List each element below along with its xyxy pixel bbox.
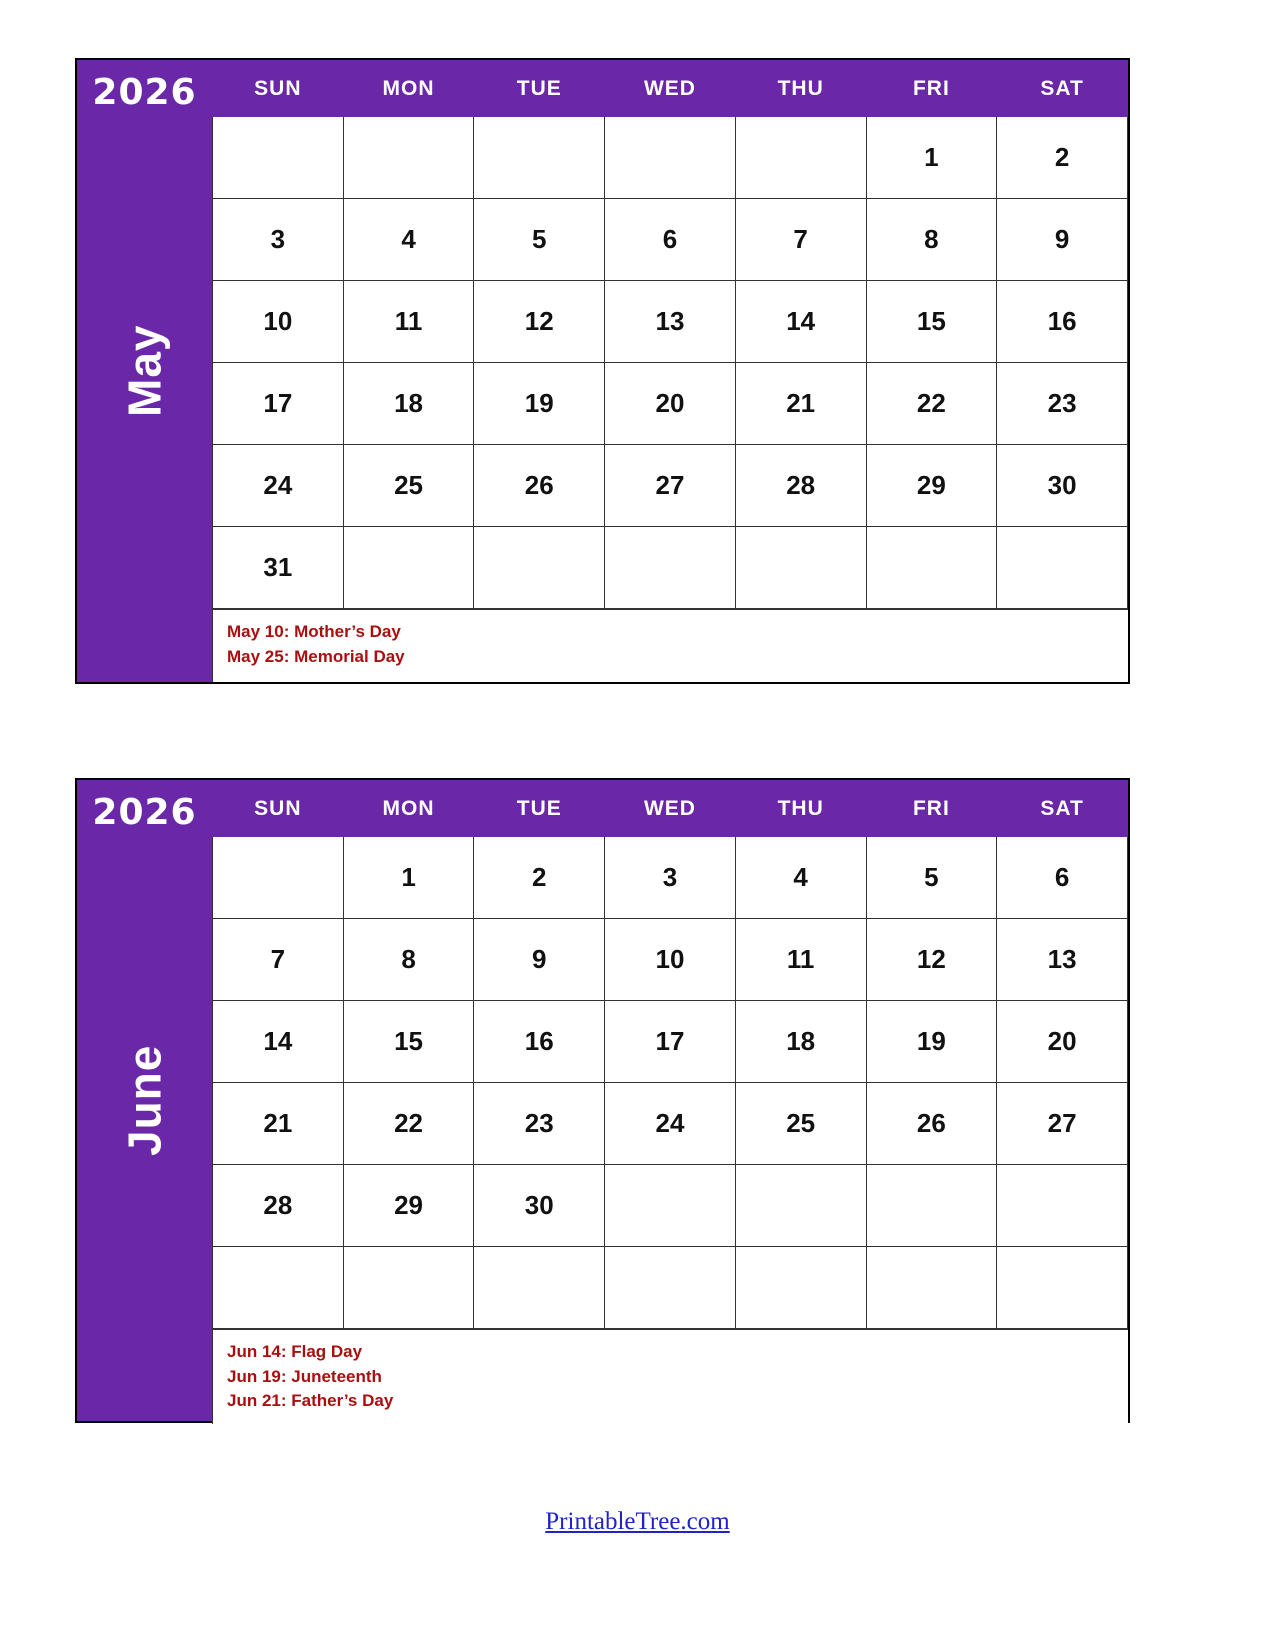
day-cell[interactable]: 30	[474, 1165, 605, 1247]
calendar-grid-may	[212, 60, 1128, 682]
day-cell[interactable]: 1	[866, 117, 997, 199]
day-cell[interactable]: 3	[213, 199, 344, 281]
day-cell[interactable]: 5	[866, 837, 997, 919]
month-label-june: June	[118, 1044, 171, 1157]
day-cell[interactable]: 10	[605, 919, 736, 1001]
footer	[0, 1508, 1275, 1536]
day-cell[interactable]	[735, 117, 866, 199]
day-cell[interactable]: 28	[213, 1165, 344, 1247]
day-cell[interactable]: 21	[735, 363, 866, 445]
day-cell[interactable]: 8	[866, 199, 997, 281]
day-cell[interactable]: 7	[213, 919, 344, 1001]
day-cell[interactable]: 9	[997, 199, 1128, 281]
weekday-wed: WED	[605, 781, 736, 837]
weekday-sun: SUN	[213, 61, 344, 117]
day-cell[interactable]	[997, 527, 1128, 609]
year-label-may: 2026	[92, 72, 197, 113]
day-cell[interactable]: 14	[213, 1001, 344, 1083]
day-cell[interactable]: 25	[343, 445, 474, 527]
holiday-note: Jun 19: Juneteenth	[227, 1366, 382, 1386]
day-cell[interactable]: 15	[343, 1001, 474, 1083]
day-cell[interactable]: 22	[343, 1083, 474, 1165]
holiday-notes-june	[212, 1329, 1128, 1424]
weekday-mon: MON	[343, 781, 474, 837]
day-cell[interactable]: 24	[213, 445, 344, 527]
day-cell[interactable]: 4	[343, 199, 474, 281]
day-cell[interactable]	[997, 1165, 1128, 1247]
weekday-tue: TUE	[474, 61, 605, 117]
day-cell[interactable]: 1	[343, 837, 474, 919]
week-row	[213, 527, 1128, 609]
day-cell[interactable]	[605, 117, 736, 199]
weekday-fri: FRI	[866, 781, 997, 837]
day-cell[interactable]: 27	[997, 1083, 1128, 1165]
week-row	[213, 281, 1128, 363]
day-cell[interactable]	[343, 527, 474, 609]
day-cell[interactable]: 23	[474, 1083, 605, 1165]
day-cell[interactable]: 16	[997, 281, 1128, 363]
calendar-month-june	[75, 778, 1130, 1423]
month-spine-june	[77, 780, 212, 1421]
day-cell[interactable]: 2	[997, 117, 1128, 199]
holiday-note: Jun 14: Flag Day	[227, 1342, 363, 1361]
day-cell[interactable]: 28	[735, 445, 866, 527]
day-cell[interactable]	[866, 1247, 997, 1329]
day-cell[interactable]	[735, 1247, 866, 1329]
day-cell[interactable]: 17	[605, 1001, 736, 1083]
day-cell[interactable]: 24	[605, 1083, 736, 1165]
month-spine-may	[77, 60, 212, 682]
holiday-notes-may	[212, 609, 1128, 682]
day-cell[interactable]: 13	[605, 281, 736, 363]
calendar-table-june	[212, 780, 1128, 1329]
day-cell[interactable]: 27	[605, 445, 736, 527]
day-cell[interactable]	[735, 1165, 866, 1247]
day-cell[interactable]: 2	[474, 837, 605, 919]
day-cell[interactable]: 12	[474, 281, 605, 363]
day-cell[interactable]: 17	[213, 363, 344, 445]
day-cell[interactable]	[213, 117, 344, 199]
week-row	[213, 1001, 1128, 1083]
weekday-sat: SAT	[997, 61, 1128, 117]
day-cell[interactable]: 20	[997, 1001, 1128, 1083]
week-row	[213, 919, 1128, 1001]
day-cell[interactable]: 21	[213, 1083, 344, 1165]
day-cell[interactable]: 19	[474, 363, 605, 445]
day-cell[interactable]	[213, 1247, 344, 1329]
week-row	[213, 1083, 1128, 1165]
day-cell[interactable]: 15	[866, 281, 997, 363]
weekday-header-row	[213, 781, 1128, 837]
day-cell[interactable]: 12	[866, 919, 997, 1001]
day-cell[interactable]: 30	[997, 445, 1128, 527]
week-row	[213, 837, 1128, 919]
day-cell[interactable]	[343, 117, 474, 199]
day-cell[interactable]	[605, 527, 736, 609]
day-cell[interactable]	[866, 1165, 997, 1247]
day-cell[interactable]: 10	[213, 281, 344, 363]
day-cell[interactable]: 8	[343, 919, 474, 1001]
day-cell[interactable]: 22	[866, 363, 997, 445]
week-row	[213, 199, 1128, 281]
day-cell[interactable]: 25	[735, 1083, 866, 1165]
day-cell[interactable]: 11	[735, 919, 866, 1001]
day-cell[interactable]	[605, 1165, 736, 1247]
week-row	[213, 363, 1128, 445]
day-cell[interactable]: 6	[997, 837, 1128, 919]
day-cell[interactable]: 19	[866, 1001, 997, 1083]
holiday-note: May 25: Memorial Day	[227, 646, 405, 666]
weekday-wed: WED	[605, 61, 736, 117]
weekday-tue: TUE	[474, 781, 605, 837]
day-cell[interactable]: 3	[605, 837, 736, 919]
day-cell[interactable]: 29	[866, 445, 997, 527]
weekday-fri: FRI	[866, 61, 997, 117]
weekday-mon: MON	[343, 61, 474, 117]
day-cell[interactable]	[997, 1247, 1128, 1329]
day-cell[interactable]	[866, 527, 997, 609]
week-row	[213, 1165, 1128, 1247]
day-cell[interactable]: 29	[343, 1165, 474, 1247]
holiday-note: Jun 21: Father’s Day	[227, 1391, 394, 1411]
day-cell[interactable]	[605, 1247, 736, 1329]
day-cell[interactable]: 11	[343, 281, 474, 363]
week-row	[213, 117, 1128, 199]
day-cell[interactable]: 26	[866, 1083, 997, 1165]
day-cell[interactable]	[474, 117, 605, 199]
day-cell[interactable]: 23	[997, 363, 1128, 445]
day-cell[interactable]: 6	[605, 199, 736, 281]
day-cell[interactable]: 7	[735, 199, 866, 281]
year-label-june: 2026	[92, 792, 197, 833]
weekday-header-row	[213, 61, 1128, 117]
day-cell[interactable]: 4	[735, 837, 866, 919]
calendar-table-may	[212, 60, 1128, 609]
day-cell[interactable]: 20	[605, 363, 736, 445]
weekday-thu: THU	[735, 61, 866, 117]
day-cell[interactable]: 26	[474, 445, 605, 527]
day-cell[interactable]	[735, 527, 866, 609]
day-cell[interactable]: 14	[735, 281, 866, 363]
calendar-grid-june	[212, 780, 1128, 1421]
day-cell[interactable]: 16	[474, 1001, 605, 1083]
month-label-may: May	[118, 324, 171, 418]
day-cell[interactable]: 18	[735, 1001, 866, 1083]
day-cell[interactable]: 13	[997, 919, 1128, 1001]
day-cell[interactable]: 5	[474, 199, 605, 281]
weekday-thu: THU	[735, 781, 866, 837]
calendar-month-may	[75, 58, 1130, 684]
day-cell[interactable]: 31	[213, 527, 344, 609]
day-cell[interactable]	[213, 837, 344, 919]
weekday-sun: SUN	[213, 781, 344, 837]
week-row	[213, 445, 1128, 527]
printabletree-link[interactable]: PrintableTree.com	[545, 1508, 730, 1535]
day-cell[interactable]: 9	[474, 919, 605, 1001]
day-cell[interactable]	[474, 527, 605, 609]
day-cell[interactable]: 18	[343, 363, 474, 445]
day-cell[interactable]	[474, 1247, 605, 1329]
weekday-sat: SAT	[997, 781, 1128, 837]
day-cell[interactable]	[343, 1247, 474, 1329]
holiday-note: May 10: Mother’s Day	[227, 622, 401, 641]
week-row	[213, 1247, 1128, 1329]
